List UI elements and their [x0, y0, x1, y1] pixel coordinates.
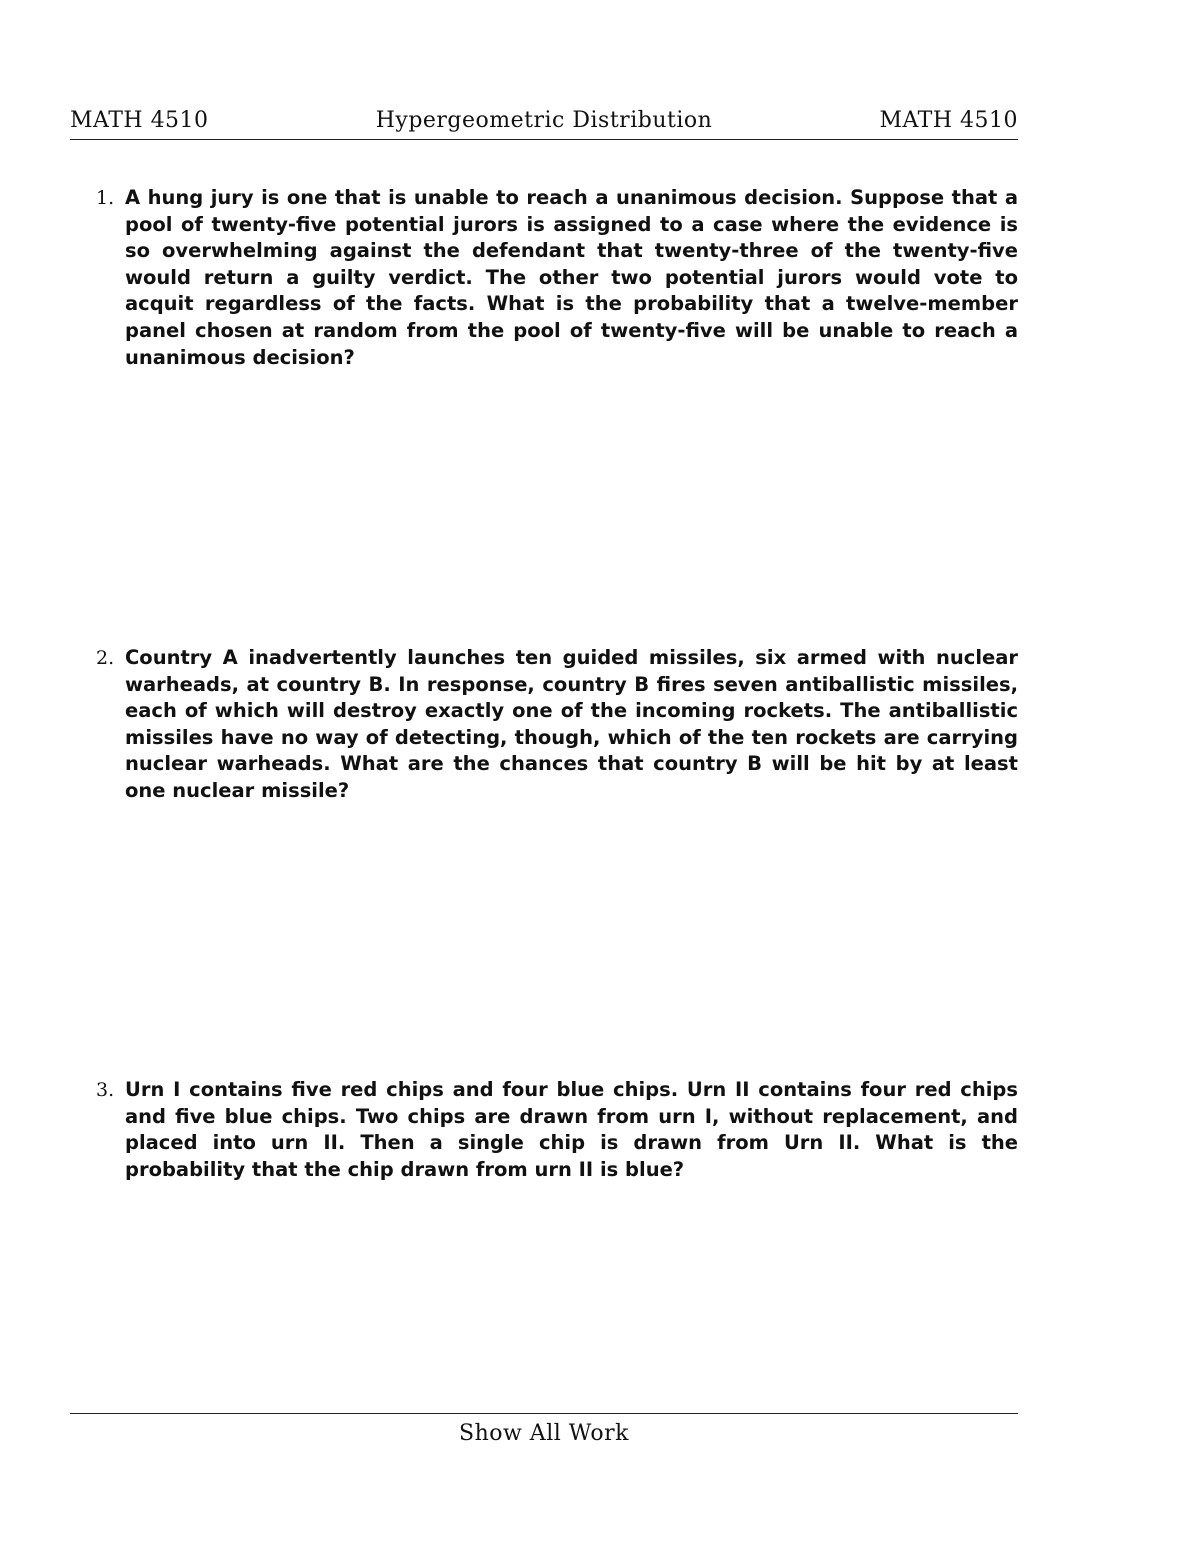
problem-number: 2.: [96, 647, 115, 669]
page-header: [70, 108, 1018, 138]
problem-item: [96, 645, 1018, 805]
header-divider: [70, 139, 1018, 140]
problem-text: A hung jury is one that is unable to reach a unanimous decision. Suppose that a pool of twenty-five potential jurors is assigned to a case where the evidence is so overwhelming against the defendant that twenty-three of the twenty-five would return a guilty verdict. The other two potential jurors would vote to acquit regardless of the facts. What is the probability that a twelve-member panel chosen at random from the pool of twenty-five will be unable to reach a unanimous decision?: [125, 186, 1018, 369]
problem-number: 1.: [96, 187, 115, 209]
problem-item: [96, 1077, 1018, 1183]
problem-number: 3.: [96, 1079, 115, 1101]
problem-text: Country A inadvertently launches ten guided missiles, six armed with nuclear warheads, at country B. In response, country B fires seven antiballistic missiles, each of which will destroy exactly one of the incoming rockets. The antiballistic missiles have no way of detecting, though, which of the ten rockets are carrying nuclear warheads. What are the chances that country B will be hit by at least one nuclear missile?: [125, 646, 1018, 802]
problem-text: Urn I contains five red chips and four blue chips. Urn II contains four red chips and five blue chips. Two chips are drawn from urn I, without replacement, and placed into urn II. Then a single chip is drawn from Urn II. What is the probability that the chip drawn from urn II is blue?: [125, 1078, 1018, 1181]
course-code-right: MATH 4510: [879, 108, 1018, 133]
footer-divider: [70, 1413, 1018, 1414]
page-title: Hypergeometric Distribution: [375, 108, 713, 133]
problem-item: [96, 185, 1018, 371]
page-footer: Show All Work: [459, 1421, 629, 1446]
course-code-left: MATH 4510: [70, 108, 209, 133]
